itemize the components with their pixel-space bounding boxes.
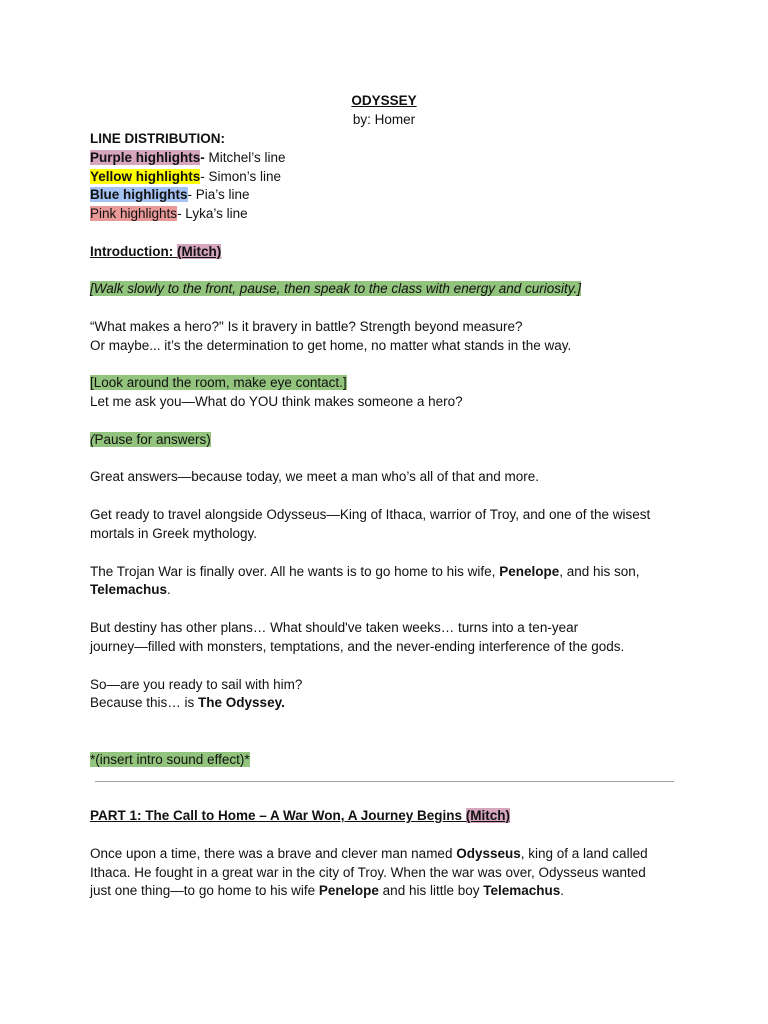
- legend-purple: [90, 149, 708, 167]
- intro-para-5-line-1: [90, 563, 708, 581]
- intro-heading-line: [90, 243, 708, 261]
- legend-blue: [90, 186, 708, 204]
- legend-yellow: [90, 168, 708, 186]
- legend-purple-label: Purple highlights: [90, 150, 201, 165]
- intro-speaker: (Mitch): [177, 244, 222, 259]
- doc-title: ODYSSEY: [351, 93, 417, 108]
- doc-byline: by: Homer: [352, 112, 416, 127]
- intro-para-7-text-a: Because this… is: [90, 695, 199, 710]
- intro-para-1-line-2: Or maybe... it’s the determination to get home, no matter what stands in the way.: [90, 338, 572, 353]
- legend-purple-dash: -: [200, 150, 205, 165]
- name-penelope: Penelope: [499, 564, 560, 579]
- sound-effect-line: [90, 751, 708, 769]
- legend-pink-label: Pink highlights: [90, 206, 178, 221]
- intro-para-7-line-2: [90, 694, 708, 712]
- part1-text-l3a: just one thing—to go home to his wife: [90, 883, 319, 898]
- stage-direction-3-open: (: [90, 432, 95, 447]
- part1-speaker: (Mitch): [465, 808, 511, 823]
- legend-pink: [90, 205, 708, 223]
- legend-blue-text: - Pia’s line: [187, 187, 250, 202]
- name-telemachus-2: Telemachus: [483, 883, 561, 898]
- intro-para-4-line-1: Get ready to travel alongside Odysseus—King of Ithaca, warrior of Troy, and one of the wisest: [90, 507, 651, 522]
- sound-effect-note: *(insert intro sound effect)*: [90, 752, 250, 767]
- stage-direction-1-line: [90, 280, 708, 298]
- part1-text-l3e: .: [560, 883, 565, 898]
- intro-para-5-period: .: [167, 582, 171, 597]
- stage-direction-3-text: Pause for answers): [94, 432, 211, 447]
- part1-heading: PART 1: The Call to Home – A War Won, A Journey Begins: [90, 808, 463, 823]
- part1-heading-line: [90, 807, 708, 825]
- intro-para-2: Let me ask you—What do YOU think makes someone a hero?: [90, 394, 463, 409]
- intro-para-7-line-1: So—are you ready to sail with him?: [90, 677, 303, 692]
- legend-pink-text: - Lyka’s line: [177, 206, 248, 221]
- legend-yellow-label: Yellow highlights: [90, 169, 201, 184]
- part1-text-a: Once upon a time, there was a brave and clever man named: [90, 846, 457, 861]
- part1-text-l3c: and his little boy: [378, 883, 484, 898]
- intro-para-5-text-c: , and his son,: [559, 564, 640, 579]
- part1-para-line-2: Ithaca. He fought in a great war in the city of Troy. When the war was over, Odysseus wanted: [90, 865, 646, 880]
- title-the-odyssey: The Odyssey.: [198, 695, 285, 710]
- stage-direction-2: [Look around the room, make eye contact.]: [90, 375, 347, 390]
- legend-blue-label: Blue highlights: [90, 187, 188, 202]
- intro-para-5-text-a: The Trojan War is finally over. All he wants is to go home to his wife,: [90, 564, 500, 579]
- stage-direction-1: [Walk slowly to the front, pause, then speak to the class with energy and curiosity.]: [90, 281, 581, 296]
- name-telemachus: Telemachus: [90, 582, 168, 597]
- name-penelope-2: Penelope: [318, 883, 379, 898]
- intro-para-6-line-1: But destiny has other plans… What should've taken weeks… turns into a ten-year: [90, 620, 579, 635]
- intro-para-3: Great answers—because today, we meet a man who’s all of that and more.: [90, 469, 539, 484]
- legend-yellow-text: - Simon’s line: [200, 169, 282, 184]
- name-odysseus: Odysseus: [456, 846, 521, 861]
- intro-heading: Introduction:: [90, 244, 174, 259]
- horizontal-divider: [95, 781, 674, 782]
- stage-direction-3: [90, 432, 211, 447]
- stage-direction-2-line: [90, 374, 708, 392]
- intro-para-6-line-2: journey—filled with monsters, temptations, and the never-ending interference of the gods.: [90, 639, 625, 654]
- legend-purple-text: Mitchel’s line: [204, 150, 286, 165]
- intro-para-1-line-1: “What makes a hero?" Is it bravery in battle? Strength beyond measure?: [90, 319, 523, 334]
- part1-para-line-3: [90, 882, 708, 900]
- stage-direction-3-line: [90, 431, 708, 449]
- doc-title-line: [0, 92, 768, 110]
- part1-text-c: , king of a land called: [520, 846, 648, 861]
- line-distribution-heading: LINE DISTRIBUTION:: [90, 131, 225, 146]
- intro-para-4-line-2: mortals in Greek mythology.: [90, 526, 258, 541]
- part1-para-line-1: [90, 845, 708, 863]
- intro-para-5-line-2: [90, 581, 708, 599]
